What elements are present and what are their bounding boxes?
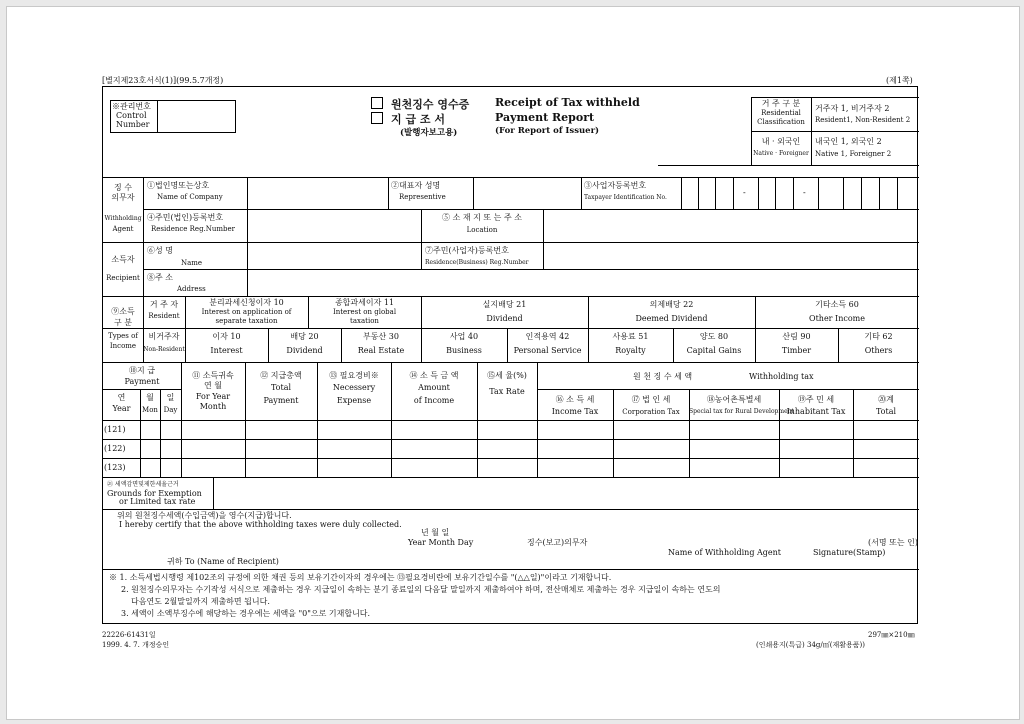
income-type[interactable]: 분리과세신청이자 10 (209, 298, 284, 307)
attribution-header-en: For Year (195, 392, 231, 401)
income-group: ⑨소득 (111, 307, 135, 316)
footer-code: 22226-61431일 (102, 631, 156, 639)
income-type[interactable]: 종합과세이자 11 (334, 298, 395, 307)
representative-label-en: Representive (399, 193, 446, 201)
income-type-en: Dividend (486, 314, 523, 323)
expense-header: ⑬ 필요경비※ (329, 371, 379, 380)
recipient-name-label-en: Name (181, 259, 203, 267)
company-label: ①법인명또는상호 (147, 181, 210, 190)
residence-reg-label: ④주민(법인)등록번호 (147, 213, 224, 222)
attribution-header-en2: Month (199, 402, 227, 411)
title-issuer-kr: (발행자보고용) (400, 128, 458, 138)
income-code[interactable]: 산림 90 (782, 332, 811, 341)
income-amount-header-en: Amount (418, 383, 450, 392)
date-label-kr: 년 월 일 (421, 528, 450, 537)
income-type-en: Deemed Dividend (635, 314, 708, 323)
recipient-reg-label-en: Residence(Business) Reg.Number (425, 259, 529, 266)
receipt-checkbox[interactable] (371, 97, 383, 109)
inhabitant-tax-header-en: Inhabitant Tax (786, 407, 846, 416)
income-code[interactable]: 이자 10 (212, 332, 241, 341)
rural-tax-header-en: Special tax for Rural Development (689, 408, 794, 415)
withholding-agent-en: Name of Withholding Agent (668, 548, 781, 557)
footer-paper: (인쇄용지(특급) 34g/㎡(재활용품)) (756, 641, 865, 649)
taxpayer-id-label: ③사업자등록번호 (584, 181, 647, 190)
title-payment-en: Payment Report (495, 111, 595, 124)
day-header-en: Day (163, 406, 178, 414)
income-code-en: Real Estate (357, 346, 405, 355)
recipient-group: 소득자 (111, 255, 135, 264)
income-code-en: Interest (210, 346, 243, 355)
recipient-address-label: ⑧주 소 (147, 273, 173, 282)
residential-title-en2: Classification (757, 118, 805, 126)
recipient-reg-label: ⑦주민(사업자)등록번호 (425, 246, 509, 255)
payment-header: ⑩지 급 (129, 366, 155, 375)
rural-tax-header: ⑱농어촌특별세 (706, 395, 762, 404)
control-label-en2: Number (116, 120, 150, 129)
total-tax-header-en: Total (875, 407, 897, 416)
agent-group-en2: Agent (112, 225, 134, 233)
recipient-to: 귀하 To (Name of Recipient) (167, 557, 279, 566)
residential-title: 거 주 구 분 (761, 99, 801, 108)
resident-label: 거 주 자 (149, 300, 179, 309)
agent-group-en: Withholding (104, 215, 142, 222)
withholding-tax-header-en: Withholding tax (749, 372, 814, 381)
page-number: (제1쪽) (886, 76, 913, 85)
agent-group-kr2: 의무자 (111, 193, 135, 202)
income-type-en: Interest on application of (201, 308, 292, 316)
income-type-en2: taxation (350, 317, 379, 325)
income-code-en: Royalty (615, 346, 646, 355)
footer-date: 1999. 4. 7. 개정승인 (102, 641, 170, 649)
footer-size: 297㎜×210㎜ (868, 631, 915, 639)
representative-label: ②대표자 성명 (391, 181, 441, 190)
expense-header-en: Necessery (332, 383, 376, 392)
attribution-header: ⑪ 소득귀속 (192, 371, 234, 380)
cert-text-en: I hereby certify that the above withholding taxes were duly collected. (119, 520, 402, 529)
income-code-en: Personal Service (513, 346, 582, 355)
exemption-label: ㉑ 세액감면및제한세율근거 (107, 481, 179, 488)
total-payment-header: ⑫ 지급총액 (260, 371, 302, 380)
year-header: 연 (117, 393, 126, 402)
total-payment-header-en: Total (270, 383, 292, 392)
income-code[interactable]: 배당 20 (290, 332, 319, 341)
nonresident-label-en: Non-Resident (143, 346, 185, 353)
location-label-en: Location (466, 226, 498, 234)
income-code-en: Dividend (286, 346, 323, 355)
recipient-address-label-en: Address (177, 285, 206, 293)
total-tax-header: ⑳계 (878, 395, 894, 404)
income-tax-header-en: Income Tax (551, 407, 599, 416)
nationality-title: 내 · 외국인 (761, 137, 801, 146)
income-amount-header: ⑭ 소 득 금 액 (409, 371, 459, 380)
nationality-options[interactable]: 내국인 1, 외국인 2 (815, 137, 882, 146)
expense-header-en2: Expense (336, 396, 372, 405)
title-payment-kr: 지 급 조 서 (391, 113, 445, 126)
income-code-en: Capital Gains (686, 346, 742, 355)
control-label-en: Control (116, 111, 147, 120)
income-group-kr2: 구 분 (114, 318, 132, 327)
date-label-en: Year Month Day (408, 538, 474, 547)
income-amount-header-en2: of Income (413, 396, 455, 405)
resident-label-en: Resident (148, 312, 180, 320)
corp-tax-header: ⑰ 법 인 세 (631, 395, 671, 404)
company-label-en: Name of Company (157, 193, 223, 201)
withholding-agent-kr: 징수(보고)의무자 (527, 538, 588, 547)
note-3: 3. 세액이 소액부징수에 해당하는 경우에는 세액을 "0"으로 기재합니다. (121, 609, 371, 618)
income-type-en: Other Income (809, 314, 865, 323)
residential-options[interactable]: 거주자 1, 비거주자 2 (815, 104, 890, 113)
residential-title-en: Residential (761, 109, 801, 117)
income-tax-header: ⑯ 소 득 세 (555, 395, 595, 404)
income-type[interactable]: 실지배당 21 (482, 300, 527, 309)
control-label: ※관리번호 (112, 102, 151, 111)
income-label-en: Income (109, 342, 137, 350)
recipient-group-en: Recipient (106, 274, 140, 282)
income-type[interactable]: 기타소득 60 (815, 300, 859, 309)
note-2-cont: 다음연도 2월말일까지 제출하면 됩니다. (131, 597, 270, 606)
title-issuer-en: (For Report of Issuer) (495, 126, 600, 136)
income-code[interactable]: 인적용역 42 (525, 332, 570, 341)
residential-options-en: Resident1, Non-Resident 2 (815, 116, 911, 124)
recipient-name-label: ⑥성 명 (147, 246, 173, 255)
total-payment-header-en2: Payment (263, 396, 299, 405)
attribution-header-kr2: 연 월 (204, 381, 222, 390)
tax-rate-header-en: Tax Rate (489, 387, 525, 396)
title-receipt-en: Receipt of Tax withheld (495, 96, 640, 109)
taxpayer-id-label-en: Taxpayer Identification No. (584, 194, 667, 201)
corp-tax-header-en: Corporation Tax (622, 408, 680, 416)
table-row: (121) (104, 425, 126, 434)
payment-report-checkbox[interactable] (371, 112, 383, 124)
table-row: (122) (104, 444, 126, 453)
income-code-en: Others (864, 346, 893, 355)
note-2: 2. 원천징수의무자는 수기작성 서식으로 제출하는 경우 지급일이 속하는 분기 종료일의 다음달 말일까지 제출하여야 하며, 전산매체로 제출하는 경우 지급일이 속하는 연도의 (121, 585, 721, 594)
month-header-en: Mon (142, 406, 158, 414)
agent-group: 징 수 (114, 183, 132, 192)
income-code-en: Timber (781, 346, 812, 355)
income-code[interactable]: 사업 40 (449, 332, 479, 341)
exemption-label-en2: or Limited tax rate (119, 497, 196, 506)
income-types-en: Types of (108, 332, 138, 340)
note-1: ※ 1. 소득세법시행령 제102조의 규정에 의한 채권 등의 보유기간이자의 경우에는 ⑬필요경비란에 보유기간일수를 "(△△일)"이라고 기재합니다. (109, 573, 612, 582)
cert-text-kr: 위의 원천징수세액(수입금액)을 영수(지급)합니다. (117, 511, 292, 520)
income-code-en: Business (446, 346, 482, 355)
month-header: 월 (146, 393, 154, 402)
income-type-en2: separate taxation (215, 317, 278, 325)
nationality-title-en: Native · Foreigner (753, 150, 809, 157)
residence-reg-label-en: Residence Reg.Number (151, 225, 236, 233)
signature-kr: (서명 또는 인) (868, 538, 918, 547)
income-code[interactable]: 양도 80 (699, 332, 729, 341)
nationality-options-en: Native 1, Foreigner 2 (815, 150, 892, 158)
withholding-tax-header: 원 천 징 수 세 액 (633, 372, 693, 381)
title-receipt-kr: 원천징수 영수증 (391, 98, 470, 111)
income-code[interactable]: 부동산 30 (363, 332, 399, 341)
income-code[interactable]: 사용료 51 (612, 332, 649, 341)
payment-header-en: Payment (124, 377, 160, 386)
year-header-en: Year (112, 404, 131, 413)
income-type-en: Interest on global (332, 308, 397, 316)
day-header: 일 (166, 393, 175, 402)
inhabitant-tax-header: ⑲주 민 세 (797, 395, 835, 404)
form-number: [별지제23호서식(1)](99.5.7개정) (102, 76, 224, 85)
signature-en: Signature(Stamp) (813, 548, 886, 557)
table-row: (123) (104, 463, 126, 472)
location-label: ⑤ 소 재 지 또 는 주 소 (442, 213, 522, 222)
tax-rate-header: ⑮세 율(%) (487, 371, 527, 380)
exemption-label-en: Grounds for Exemption (107, 489, 202, 498)
income-type[interactable]: 의제배당 22 (649, 300, 694, 309)
nonresident-label: 비거주자 (148, 332, 180, 341)
income-code[interactable]: 기타 62 (864, 332, 893, 341)
tax-receipt-form: ※관리번호 Control Number 원천징수 영수증 Receipt of Tax withheld 지 급 조 서 Payment Report (발행자보고용) (For Report of Issuer) 거 주 구 분 Residential Classification 거주자 1, 비거주자 2 Resident1, Non-Resident 2 내 · 외국인 Native · Foreigner 내국인 1, 외국인 2 Native 1, Foreigner 2 징 수 의무자 Withholding Agent ①법인명또는상호 Name of Company ②대표자 성명 Representive ③사업자등록번호 Taxpayer Identification No. - - ④주민(법인)등록번호 Residence Reg.Number ⑤ 소 재 지 또 는 주 소 Location 소득자 Recipient ⑥성 명 Name ⑦주민(사업자)등록번호 Residence(Business) Reg.Number ⑧주 소 Address ⑨소득 구 분 Types of Income 거 주 자 Resident 비거주자 Non-Resident 분리과세신청이자 10 Interest on application of separate taxation 종합과세이자 11 Interest on global taxation 실지배당 21 Dividend 의제배당 22 Deemed Dividend 기타소득 60 Other Income 이자 10 Interest 배당 20 Dividend 부동산 30 Real Estate 사업 40 Business 인적용역 42 Personal Service 사용료 51 Royalty 양도 80 Capital Gains 산림 90 Timber 기타 62 Others ⑩지 급 Payment 연 Year 월 Mon 일 Day ⑪ 소득귀속 연 월 For Year Month ⑫ 지급총액 Total Payment ⑬ 필요경비※ Necessery Expense ⑭ 소 득 금 액 Amount of Income ⑮세 율(%) Tax Rate 원 천 징 수 세 액 Withholding tax ⑯ 소 득 세 Income Tax ⑰ 법 인 세 Corporation Tax ⑱농어촌특별세 Special tax for Rural Development ⑲주 민 세 Inhabitant Tax ⑳계 Total (121) (122) (123) ㉑ 세액감면및제한세율근거 Grounds for Exemption or Limited tax rate 위의 원천징수세액(수입금액)을 영수(지급)합니다. I hereby certify that the above withholding taxes were duly collected. 년 월 일 Year Month Day 징수(보고)의무자 (서명 또는 인) Name of Withholding Agent Signature(Stamp) 귀하 To (Name of Recipient) ※ 1. 소득세법시행령 제102조의 규정에 의한 채권 등의 보유기간이자의 경우에는 ⑬필요경비란에 보유기간일수를 "(△△일)"이라고 기재합니다. 2. 원천징수의무자는 수기작성 서식으로 제출하는 경우 지급일이 속하는 분기 종료일의 다음달 말일까지 제출하여야 하며, 전산매체로 제출하는 경우 지급일이 속하는 연도의 다음연도 2월말일까지 제출하면 됩니다. 3. 세액이 소액부징수에 해당하는 경우에는 세액을 "0"으로 기재합니다. (102, 86, 918, 624)
